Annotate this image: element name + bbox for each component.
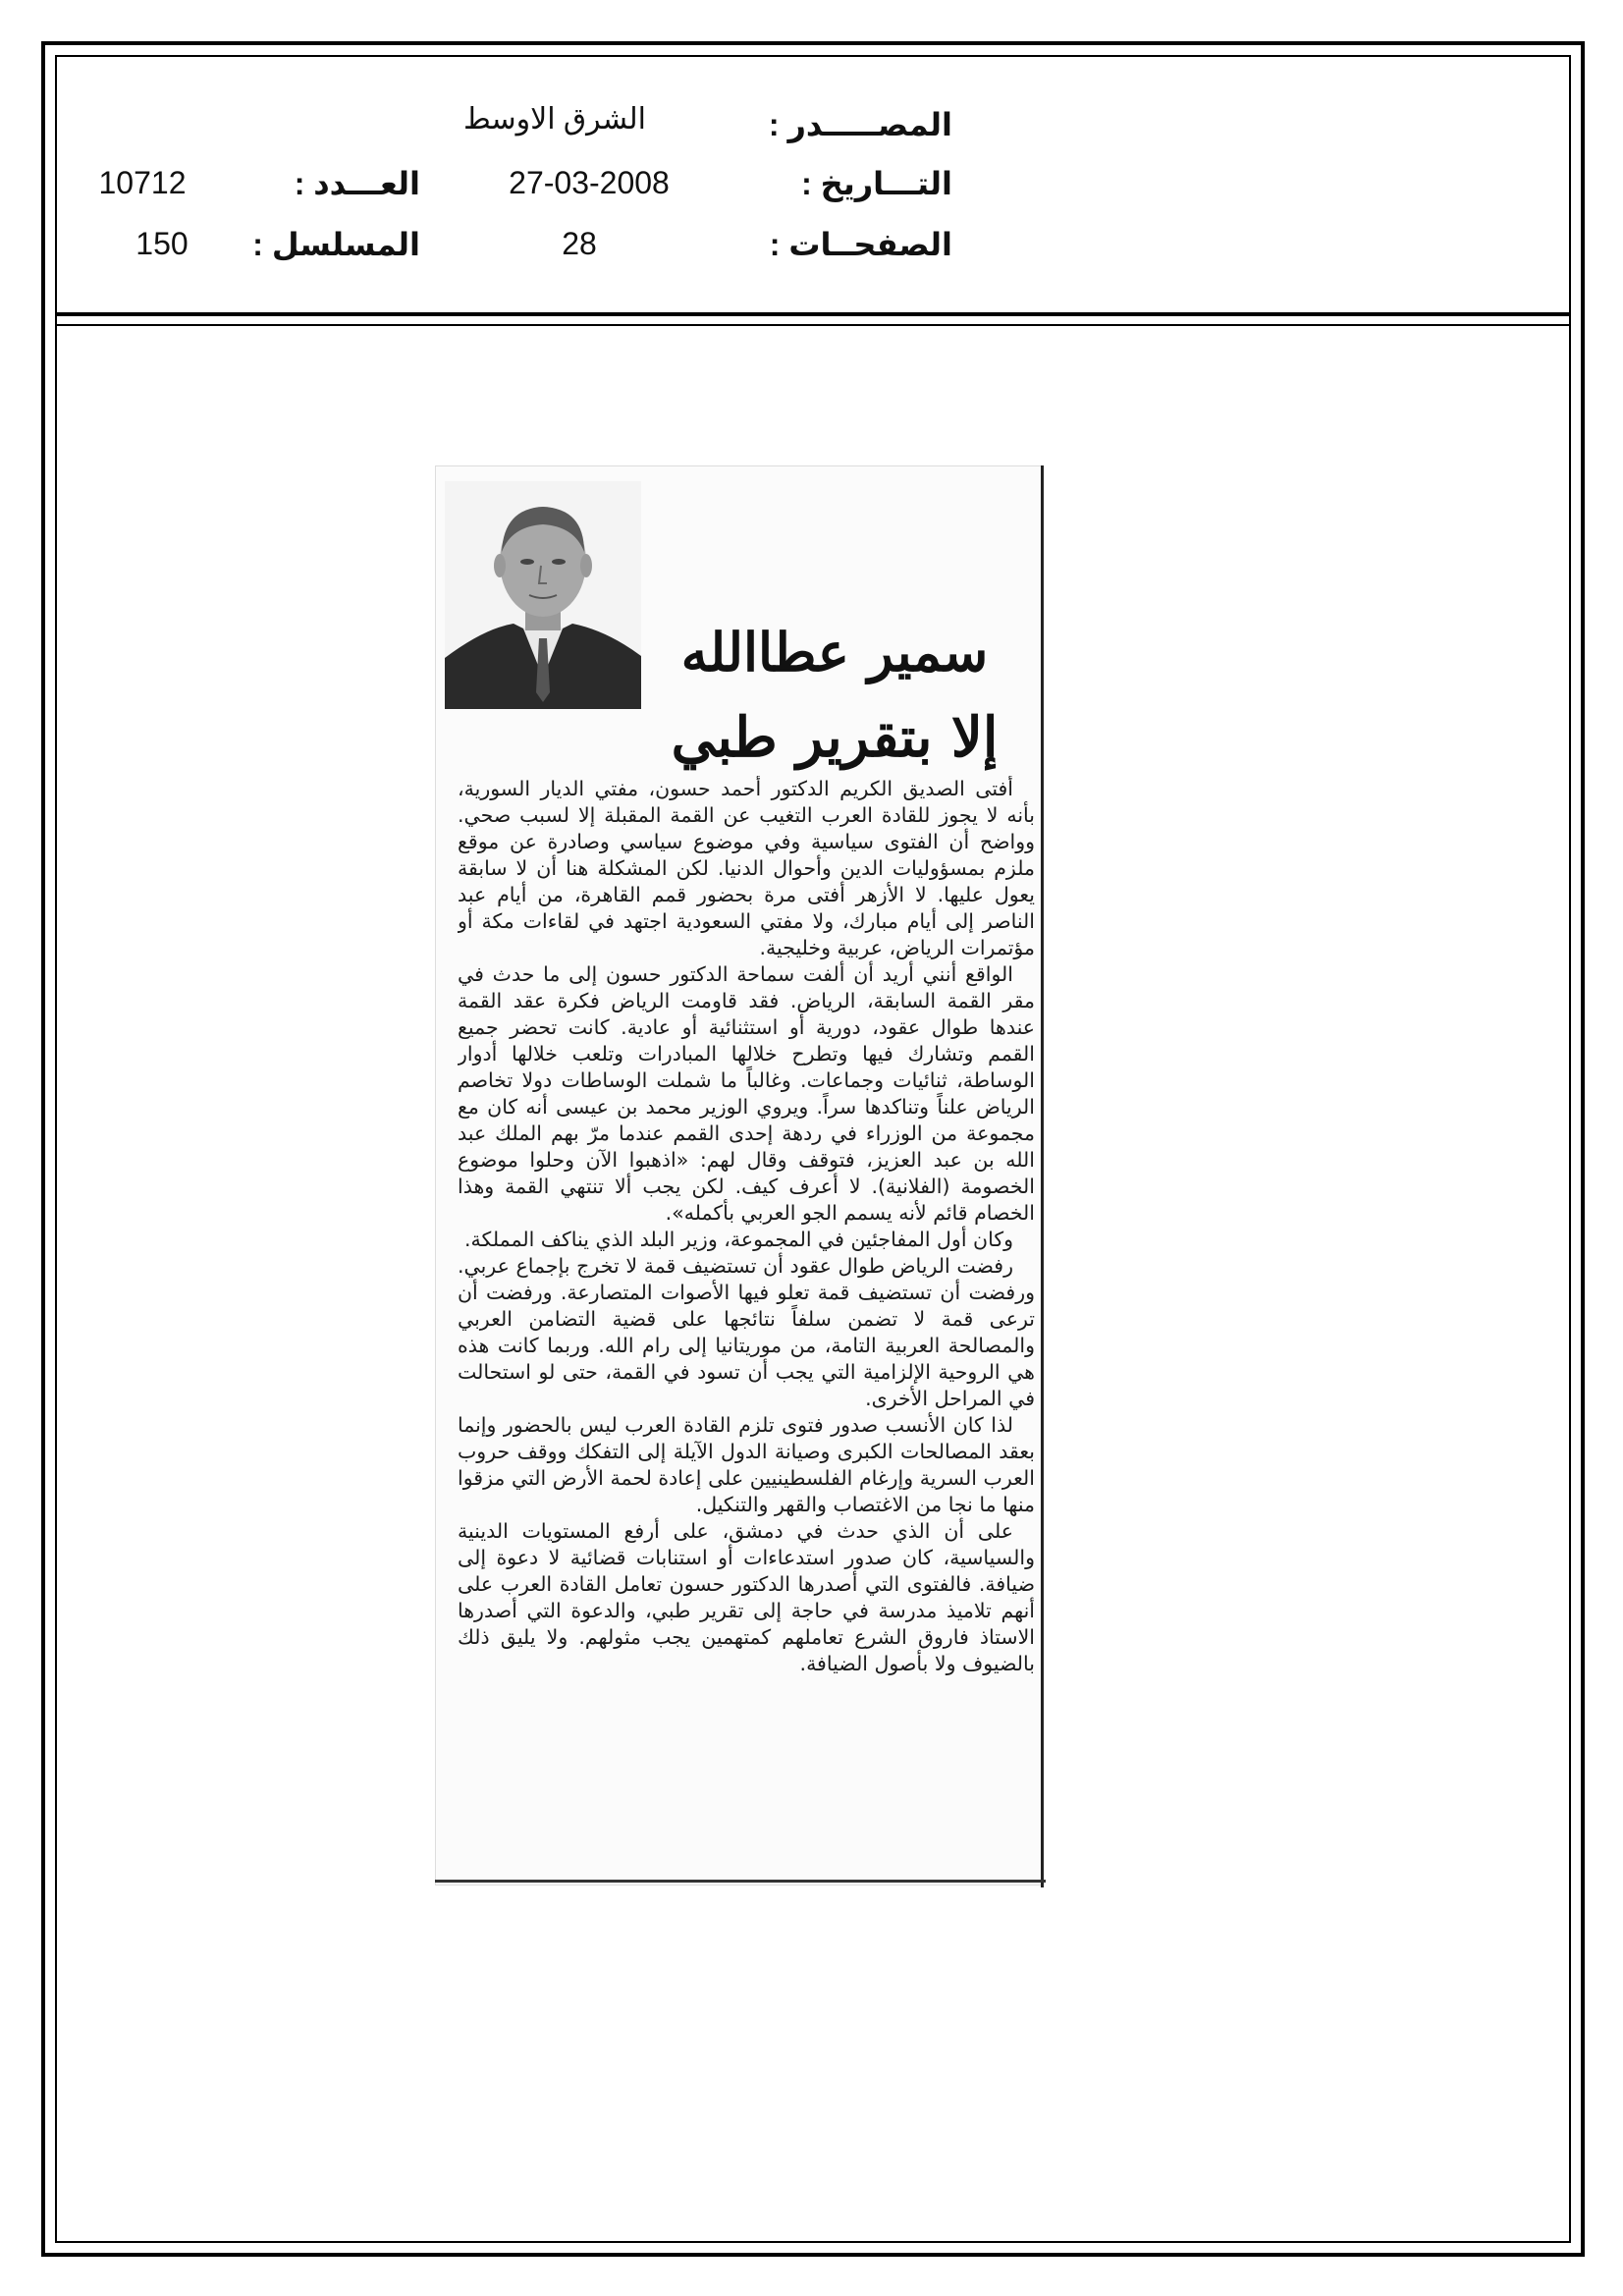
article-body [458, 776, 1035, 1866]
header-divider [55, 312, 1571, 316]
article-paragraph: الواقع أنني أريد أن ألفت سماحة الدكتور حسون إلى ما حدث في مقر القمة السابقة، الرياض. فقد قاومت الرياض فكرة عقد القمة عندها طوال عقود، دورية أو استثنائية أو عادية. كانت تحضر جميع القمم وتشارك فيها وتطرح خلالها المبادرات وتلعب خلالها أدوار الوساطة، ثنائيات وجماعات. وغالباً ما شملت الوساطات دولا تخاصم الرياض علناً وتناكدها سراً. ويروي الوزير محمد بن عيسى أنه كان مع مجموعة من الوزراء في ردهة إحدى القمم عندما مرّ بهم الملك عبد الله بن عبد العزيز، فتوقف وقال لهم: «اذهبوا الآن وحلوا موضوع الخصومة (الفلانية). لا أعرف كيف. لكن يجب ألا تنتهي القمة وهذا الخصام قائم لأنه يسمم الجو العربي بأكمله». [458, 962, 1035, 1225]
issue-label: العـــدد : [294, 166, 420, 201]
issue-value: 10712 [98, 165, 187, 200]
author-name: سمير عطاالله [680, 621, 989, 683]
serial-value: 150 [135, 226, 189, 261]
article-paragraph: أفتى الصديق الكريم الدكتور أحمد حسون، مفتي الديار السورية، بأنه لا يجوز للقادة العرب التغيب عن القمة المقبلة إلا لسبب صحي. وواضح أن الفتوى سياسية وفي موضوع سياسي وصادرة عن موقع ملزم بمسؤوليات الدين وأحوال الدنيا. لكن المشكلة هنا أن لا سابقة يعول عليها. لا الأزهر أفتى مرة بحضور قمم القاهرة، من أيام عبد الناصر إلى أيام مبارك، ولا مفتي السعودية اجتهد في لقاءات مكة أو مؤتمرات الرياض، عربية وخليجية. [458, 777, 1035, 959]
serial-label: المسلسل : [252, 227, 420, 262]
article-paragraph: على أن الذي حدث في دمشق، على أرفع المستويات الدينية والسياسية، كان صدور استدعاءات أو استنابات قضائية لا دعوة إلى ضيافة. فالفتوى التي أصدرها الدكتور حسون تعامل القادة العرب على أنهم تلاميذ مدرسة في حاجة إلى تقرير طبي، والدعوة التي أصدرها الاستاذ فاروق الشرع تعاملهم كمتهمين يجب مثولهم. ولا يليق ذلك بالضيوف ولا بأصول الضيافة. [458, 1519, 1035, 1675]
article-paragraph: وكان أول المفاجئين في المجموعة، وزير البلد الذي يناكف المملكة. [464, 1228, 1013, 1251]
source-label: المصـــــدر : [768, 107, 952, 142]
column-bottom-rule [435, 1880, 1046, 1883]
header-divider-thin [55, 324, 1571, 326]
source-value: الشرق الاوسط [463, 103, 646, 136]
date-value: 27-03-2008 [509, 165, 670, 200]
article-paragraph: رفضت الرياض طوال عقود أن تستضيف قمة لا تخرج بإجماع عربي. ورفضت أن تستضيف قمة تعلو فيها الأصوات المتصارعة. ورفضت أن ترعى قمة لا تضمن سلفاً نتائجها على قضية التضامن العربي والمصالحة العربية التامة، من موريتانيا إلى رام الله. وربما كانت هذه هي الروحية الإلزامية التي يجب أن تسود في القمة، حتى لو استحالت في المراحل الأخرى. [458, 1254, 1035, 1410]
article-headline: إلا بتقرير طبي [671, 705, 999, 770]
column-rule [1041, 465, 1044, 1887]
date-label: التـــاريخ : [801, 166, 952, 201]
pages-value: 28 [562, 226, 597, 261]
author-photo [445, 481, 641, 709]
pages-label: الصفحــات : [769, 227, 952, 262]
article-paragraph: لذا كان الأنسب صدور فتوى تلزم القادة العرب ليس بالحضور وإنما بعقد المصالحات الكبرى وصيانة الدول الآيلة إلى التفكك ووقف حروب العرب السرية وإرغام الفلسطينيين على إعادة لحمة الأرض التي مزقوا منها ما نجا من الاغتصاب والقهر والتنكيل. [458, 1413, 1035, 1516]
